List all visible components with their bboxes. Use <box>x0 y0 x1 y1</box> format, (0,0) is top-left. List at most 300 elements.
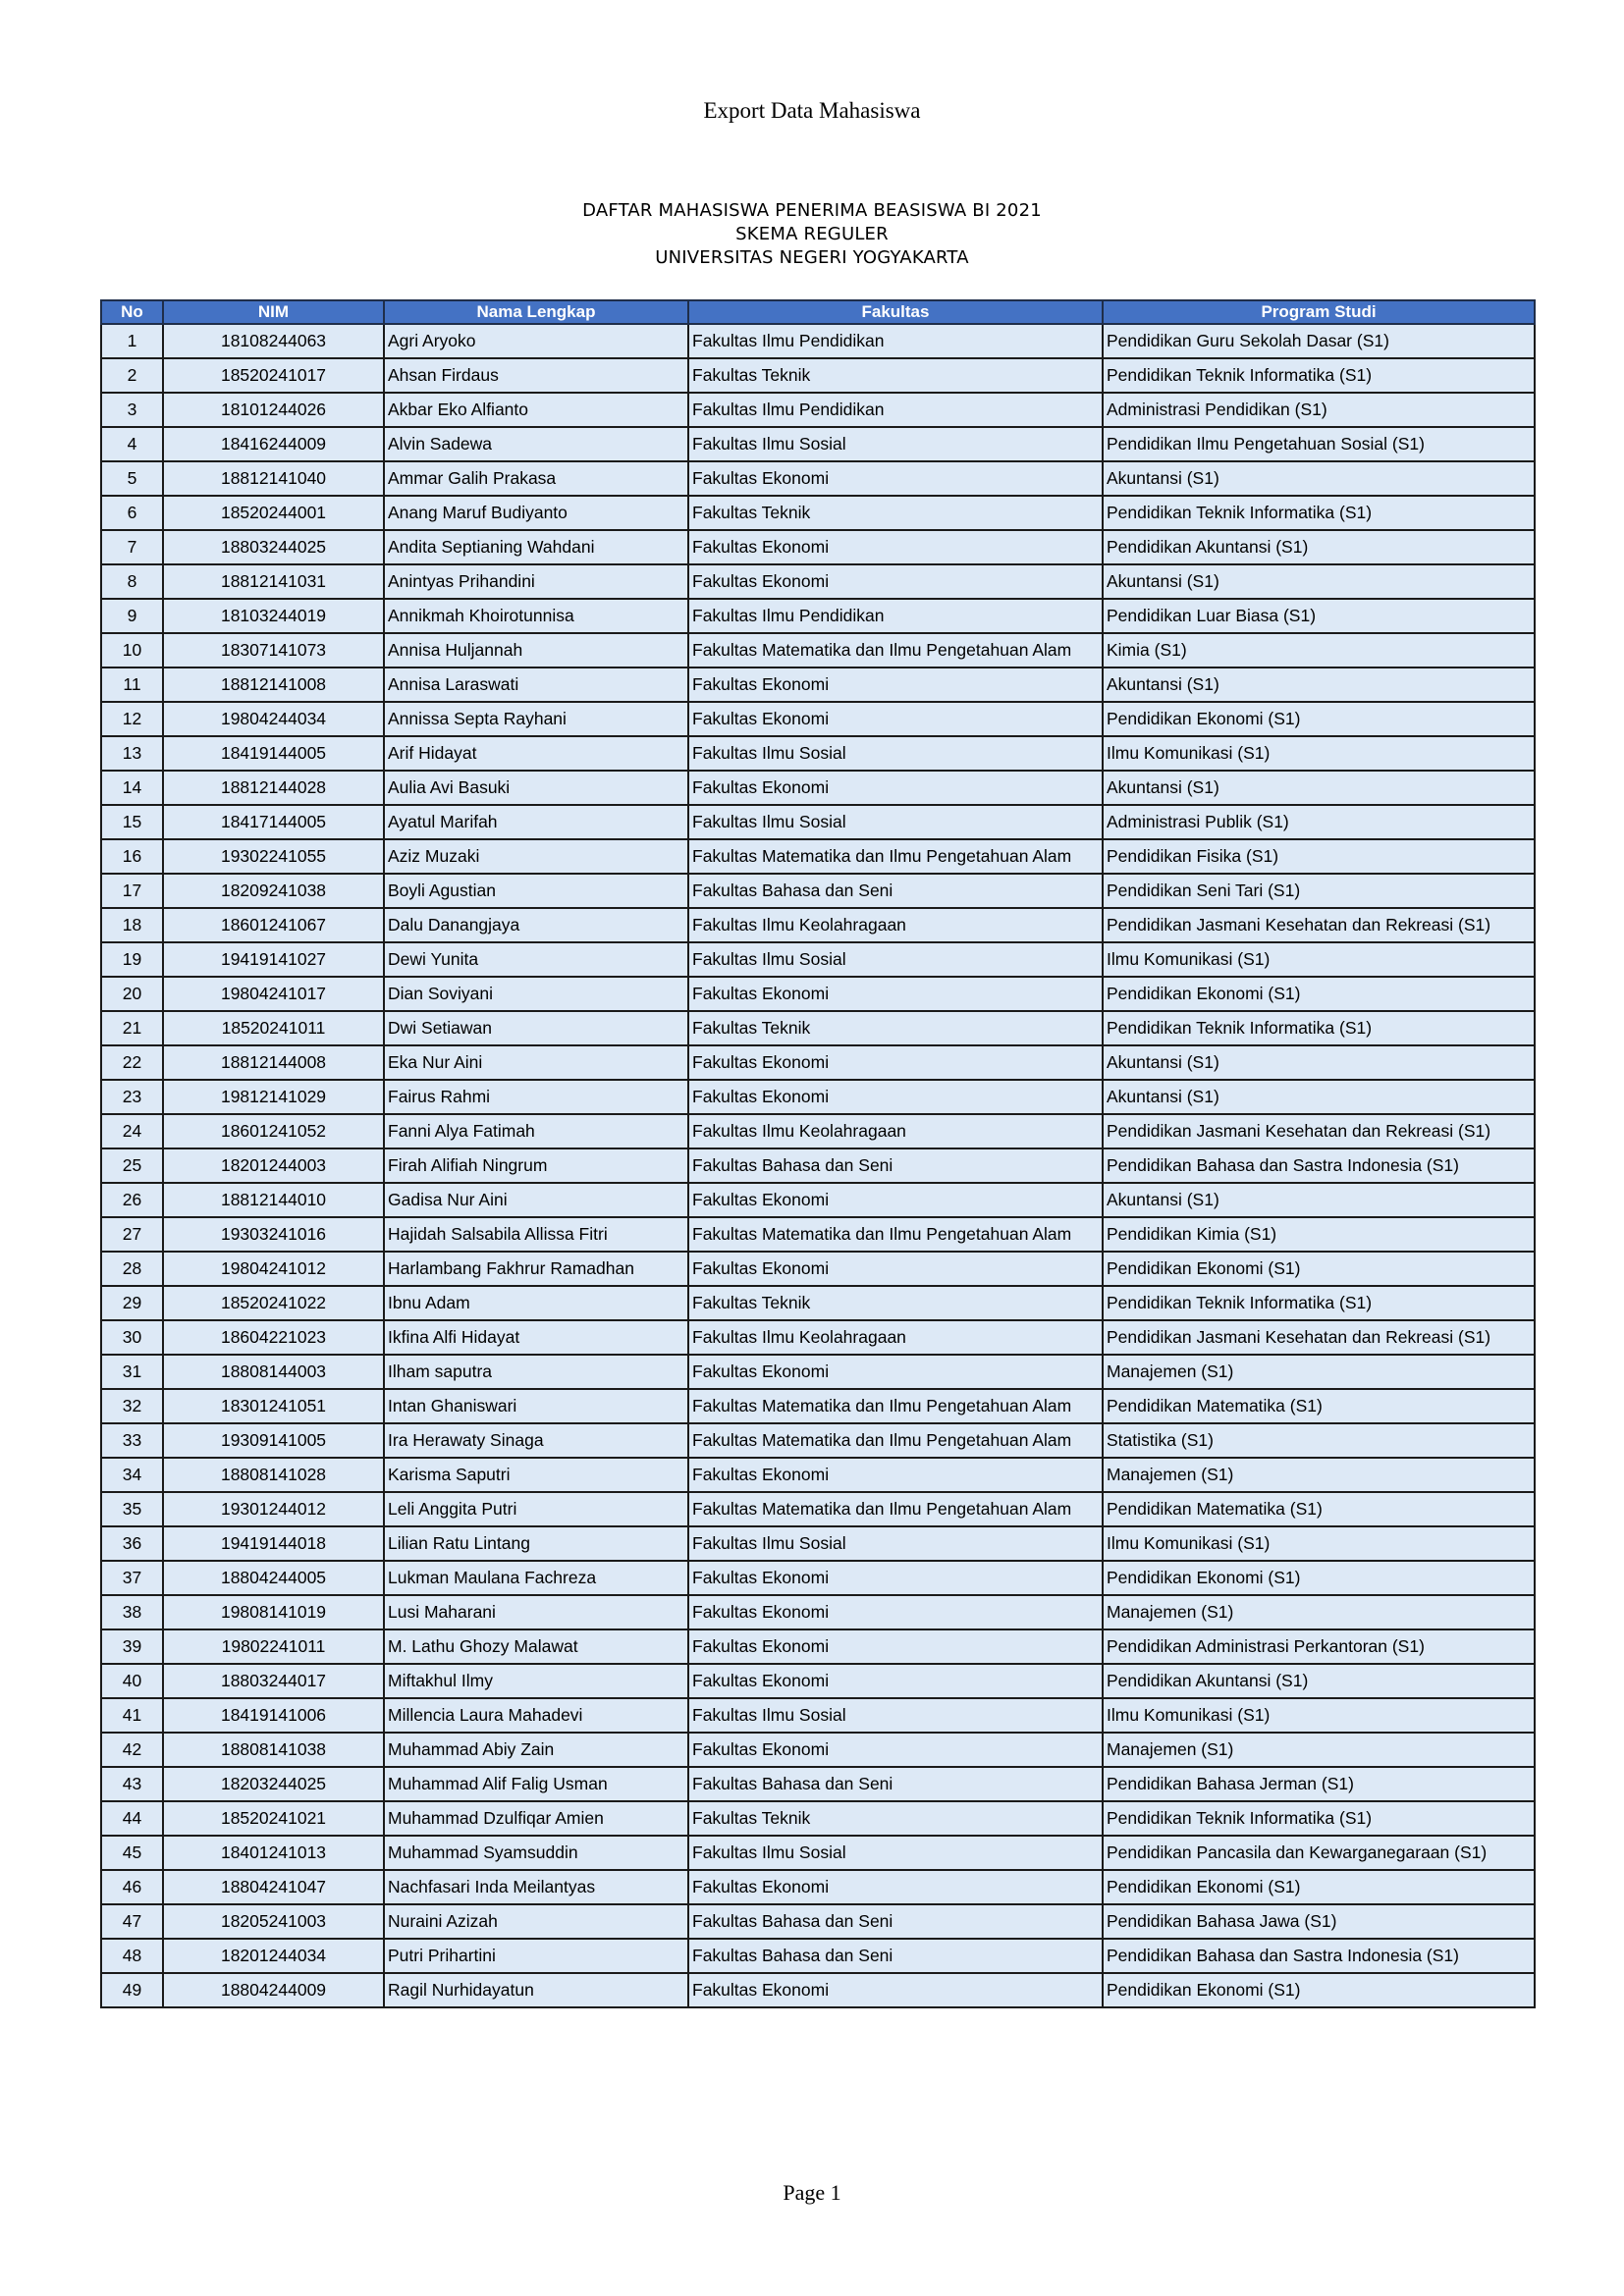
cell-program-studi: Pendidikan Ilmu Pengetahuan Sosial (S1) <box>1103 427 1535 461</box>
cell-nama-lengkap: Ilham saputra <box>384 1355 688 1389</box>
table-row <box>101 1080 1535 1114</box>
cell-program-studi: Pendidikan Pancasila dan Kewarganegaraan (S1) <box>1103 1836 1535 1870</box>
cell-nim: 18108244063 <box>163 324 384 358</box>
cell-nim: 18812144008 <box>163 1045 384 1080</box>
table-row <box>101 1492 1535 1526</box>
table-row <box>101 530 1535 564</box>
table-row <box>101 667 1535 702</box>
cell-no: 40 <box>101 1664 163 1698</box>
cell-no: 32 <box>101 1389 163 1423</box>
table-row <box>101 1561 1535 1595</box>
cell-no: 42 <box>101 1733 163 1767</box>
cell-no: 19 <box>101 942 163 977</box>
table-row <box>101 908 1535 942</box>
cell-fakultas: Fakultas Ekonomi <box>688 1664 1103 1698</box>
cell-no: 29 <box>101 1286 163 1320</box>
cell-nim: 18604221023 <box>163 1320 384 1355</box>
cell-fakultas: Fakultas Ekonomi <box>688 1045 1103 1080</box>
cell-program-studi: Pendidikan Bahasa dan Sastra Indonesia (S1) <box>1103 1148 1535 1183</box>
cell-program-studi: Manajemen (S1) <box>1103 1733 1535 1767</box>
cell-program-studi: Pendidikan Jasmani Kesehatan dan Rekreasi (S1) <box>1103 1320 1535 1355</box>
cell-nim: 19804244034 <box>163 702 384 736</box>
cell-no: 33 <box>101 1423 163 1458</box>
cell-nama-lengkap: Harlambang Fakhrur Ramadhan <box>384 1252 688 1286</box>
cell-fakultas: Fakultas Ekonomi <box>688 1183 1103 1217</box>
cell-fakultas: Fakultas Matematika dan Ilmu Pengetahuan Alam <box>688 1492 1103 1526</box>
running-header: Export Data Mahasiswa <box>703 98 921 123</box>
cell-no: 13 <box>101 736 163 771</box>
cell-fakultas: Fakultas Ilmu Sosial <box>688 1526 1103 1561</box>
cell-no: 11 <box>101 667 163 702</box>
cell-no: 47 <box>101 1904 163 1939</box>
cell-program-studi: Administrasi Publik (S1) <box>1103 805 1535 839</box>
cell-nama-lengkap: Karisma Saputri <box>384 1458 688 1492</box>
cell-fakultas: Fakultas Bahasa dan Seni <box>688 1939 1103 1973</box>
cell-nim: 18520241017 <box>163 358 384 393</box>
cell-nama-lengkap: Aziz Muzaki <box>384 839 688 874</box>
cell-nim: 18804244009 <box>163 1973 384 2007</box>
cell-nama-lengkap: Ayatul Marifah <box>384 805 688 839</box>
cell-nama-lengkap: Dian Soviyani <box>384 977 688 1011</box>
table-row <box>101 1389 1535 1423</box>
table-row <box>101 1904 1535 1939</box>
cell-nim: 18812144010 <box>163 1183 384 1217</box>
cell-nama-lengkap: Annissa Septa Rayhani <box>384 702 688 736</box>
cell-fakultas: Fakultas Ekonomi <box>688 564 1103 599</box>
cell-program-studi: Pendidikan Teknik Informatika (S1) <box>1103 358 1535 393</box>
cell-nim: 18601241067 <box>163 908 384 942</box>
table-row <box>101 1664 1535 1698</box>
cell-nim: 18520244001 <box>163 496 384 530</box>
cell-program-studi: Manajemen (S1) <box>1103 1595 1535 1629</box>
cell-nim: 18417144005 <box>163 805 384 839</box>
cell-fakultas: Fakultas Matematika dan Ilmu Pengetahuan Alam <box>688 1389 1103 1423</box>
cell-nama-lengkap: Anintyas Prihandini <box>384 564 688 599</box>
cell-no: 5 <box>101 461 163 496</box>
cell-no: 7 <box>101 530 163 564</box>
cell-program-studi: Pendidikan Ekonomi (S1) <box>1103 1561 1535 1595</box>
cell-program-studi: Pendidikan Kimia (S1) <box>1103 1217 1535 1252</box>
cell-no: 34 <box>101 1458 163 1492</box>
cell-nim: 19302241055 <box>163 839 384 874</box>
cell-nim: 18804241047 <box>163 1870 384 1904</box>
cell-nama-lengkap: Aulia Avi Basuki <box>384 771 688 805</box>
cell-no: 25 <box>101 1148 163 1183</box>
cell-fakultas: Fakultas Ilmu Sosial <box>688 736 1103 771</box>
cell-program-studi: Pendidikan Teknik Informatika (S1) <box>1103 1011 1535 1045</box>
table-row <box>101 1320 1535 1355</box>
column-header-nim: NIM <box>163 300 384 324</box>
table-row <box>101 977 1535 1011</box>
cell-nama-lengkap: Lukman Maulana Fachreza <box>384 1561 688 1595</box>
cell-program-studi: Manajemen (S1) <box>1103 1458 1535 1492</box>
cell-program-studi: Pendidikan Teknik Informatika (S1) <box>1103 1801 1535 1836</box>
cell-program-studi: Akuntansi (S1) <box>1103 564 1535 599</box>
cell-nama-lengkap: Fairus Rahmi <box>384 1080 688 1114</box>
cell-fakultas: Fakultas Ilmu Sosial <box>688 1836 1103 1870</box>
cell-nim: 18201244034 <box>163 1939 384 1973</box>
table-body <box>101 324 1535 2007</box>
cell-no: 37 <box>101 1561 163 1595</box>
document-subtitle-university: UNIVERSITAS NEGERI YOGYAKARTA <box>655 247 969 268</box>
cell-no: 15 <box>101 805 163 839</box>
table-row <box>101 942 1535 977</box>
cell-program-studi: Pendidikan Jasmani Kesehatan dan Rekreasi (S1) <box>1103 908 1535 942</box>
cell-nama-lengkap: Anang Maruf Budiyanto <box>384 496 688 530</box>
cell-nama-lengkap: Ammar Galih Prakasa <box>384 461 688 496</box>
cell-program-studi: Pendidikan Teknik Informatika (S1) <box>1103 1286 1535 1320</box>
cell-fakultas: Fakultas Bahasa dan Seni <box>688 1904 1103 1939</box>
cell-program-studi: Pendidikan Ekonomi (S1) <box>1103 1973 1535 2007</box>
column-header-fakultas: Fakultas <box>688 300 1103 324</box>
cell-no: 6 <box>101 496 163 530</box>
cell-no: 43 <box>101 1767 163 1801</box>
cell-program-studi: Pendidikan Ekonomi (S1) <box>1103 1252 1535 1286</box>
cell-nama-lengkap: Muhammad Abiy Zain <box>384 1733 688 1767</box>
table-row <box>101 1045 1535 1080</box>
cell-no: 28 <box>101 1252 163 1286</box>
table-row <box>101 805 1535 839</box>
cell-program-studi: Pendidikan Teknik Informatika (S1) <box>1103 496 1535 530</box>
cell-nama-lengkap: Dalu Danangjaya <box>384 908 688 942</box>
cell-fakultas: Fakultas Ilmu Keolahragaan <box>688 908 1103 942</box>
cell-nim: 18812141031 <box>163 564 384 599</box>
cell-program-studi: Akuntansi (S1) <box>1103 667 1535 702</box>
cell-nim: 19812141029 <box>163 1080 384 1114</box>
cell-fakultas: Fakultas Teknik <box>688 1286 1103 1320</box>
table-row <box>101 1252 1535 1286</box>
cell-program-studi: Ilmu Komunikasi (S1) <box>1103 736 1535 771</box>
cell-nim: 19301244012 <box>163 1492 384 1526</box>
cell-nim: 19419144018 <box>163 1526 384 1561</box>
cell-nama-lengkap: Lilian Ratu Lintang <box>384 1526 688 1561</box>
cell-nim: 18520241021 <box>163 1801 384 1836</box>
cell-no: 12 <box>101 702 163 736</box>
cell-no: 14 <box>101 771 163 805</box>
cell-nama-lengkap: Annikmah Khoirotunnisa <box>384 599 688 633</box>
cell-nim: 19804241017 <box>163 977 384 1011</box>
cell-program-studi: Pendidikan Bahasa Jerman (S1) <box>1103 1767 1535 1801</box>
cell-fakultas: Fakultas Ekonomi <box>688 1080 1103 1114</box>
cell-program-studi: Pendidikan Akuntansi (S1) <box>1103 1664 1535 1698</box>
cell-no: 24 <box>101 1114 163 1148</box>
cell-fakultas: Fakultas Bahasa dan Seni <box>688 1767 1103 1801</box>
table-row <box>101 771 1535 805</box>
cell-nim: 18520241022 <box>163 1286 384 1320</box>
cell-program-studi: Pendidikan Fisika (S1) <box>1103 839 1535 874</box>
cell-nim: 18401241013 <box>163 1836 384 1870</box>
cell-program-studi: Administrasi Pendidikan (S1) <box>1103 393 1535 427</box>
cell-nim: 19309141005 <box>163 1423 384 1458</box>
table-row <box>101 1595 1535 1629</box>
cell-nama-lengkap: Leli Anggita Putri <box>384 1492 688 1526</box>
cell-fakultas: Fakultas Matematika dan Ilmu Pengetahuan Alam <box>688 633 1103 667</box>
column-header-no: No <box>101 300 163 324</box>
table-row <box>101 393 1535 427</box>
cell-nama-lengkap: Muhammad Alif Falig Usman <box>384 1767 688 1801</box>
cell-program-studi: Pendidikan Ekonomi (S1) <box>1103 1870 1535 1904</box>
cell-fakultas: Fakultas Ekonomi <box>688 461 1103 496</box>
cell-fakultas: Fakultas Ekonomi <box>688 1458 1103 1492</box>
cell-nim: 18205241003 <box>163 1904 384 1939</box>
cell-nim: 18416244009 <box>163 427 384 461</box>
cell-nim: 18812141040 <box>163 461 384 496</box>
cell-nama-lengkap: M. Lathu Ghozy Malawat <box>384 1629 688 1664</box>
student-table <box>100 299 1536 2008</box>
cell-nim: 19808141019 <box>163 1595 384 1629</box>
cell-nama-lengkap: Miftakhul Ilmy <box>384 1664 688 1698</box>
cell-fakultas: Fakultas Ilmu Keolahragaan <box>688 1320 1103 1355</box>
cell-nim: 19802241011 <box>163 1629 384 1664</box>
table-row <box>101 427 1535 461</box>
table-row <box>101 1698 1535 1733</box>
cell-nim: 18301241051 <box>163 1389 384 1423</box>
cell-fakultas: Fakultas Ekonomi <box>688 1629 1103 1664</box>
table-row <box>101 1355 1535 1389</box>
cell-fakultas: Fakultas Ekonomi <box>688 667 1103 702</box>
cell-nama-lengkap: Eka Nur Aini <box>384 1045 688 1080</box>
cell-no: 39 <box>101 1629 163 1664</box>
table-row <box>101 1114 1535 1148</box>
cell-nim: 18812141008 <box>163 667 384 702</box>
cell-nim: 18103244019 <box>163 599 384 633</box>
cell-nama-lengkap: Annisa Laraswati <box>384 667 688 702</box>
table-row <box>101 564 1535 599</box>
cell-nim: 19303241016 <box>163 1217 384 1252</box>
cell-program-studi: Pendidikan Administrasi Perkantoran (S1) <box>1103 1629 1535 1664</box>
cell-program-studi: Pendidikan Bahasa dan Sastra Indonesia (S1) <box>1103 1939 1535 1973</box>
cell-nim: 18808141038 <box>163 1733 384 1767</box>
cell-no: 49 <box>101 1973 163 2007</box>
table-row <box>101 461 1535 496</box>
cell-fakultas: Fakultas Teknik <box>688 1011 1103 1045</box>
cell-nim: 18203244025 <box>163 1767 384 1801</box>
cell-program-studi: Pendidikan Matematika (S1) <box>1103 1492 1535 1526</box>
cell-no: 17 <box>101 874 163 908</box>
cell-fakultas: Fakultas Teknik <box>688 1801 1103 1836</box>
table-row <box>101 1148 1535 1183</box>
cell-fakultas: Fakultas Ekonomi <box>688 1355 1103 1389</box>
cell-no: 23 <box>101 1080 163 1114</box>
cell-nim: 18804244005 <box>163 1561 384 1595</box>
cell-nama-lengkap: Gadisa Nur Aini <box>384 1183 688 1217</box>
table-row <box>101 324 1535 358</box>
cell-program-studi: Ilmu Komunikasi (S1) <box>1103 1698 1535 1733</box>
cell-fakultas: Fakultas Bahasa dan Seni <box>688 874 1103 908</box>
cell-no: 44 <box>101 1801 163 1836</box>
cell-nama-lengkap: Annisa Huljannah <box>384 633 688 667</box>
cell-no: 45 <box>101 1836 163 1870</box>
cell-nama-lengkap: Andita Septianing Wahdani <box>384 530 688 564</box>
cell-no: 4 <box>101 427 163 461</box>
cell-program-studi: Pendidikan Akuntansi (S1) <box>1103 530 1535 564</box>
cell-fakultas: Fakultas Ilmu Sosial <box>688 1698 1103 1733</box>
cell-no: 9 <box>101 599 163 633</box>
cell-nama-lengkap: Nachfasari Inda Meilantyas <box>384 1870 688 1904</box>
cell-nama-lengkap: Putri Prihartini <box>384 1939 688 1973</box>
cell-nim: 18808141028 <box>163 1458 384 1492</box>
cell-fakultas: Fakultas Ilmu Pendidikan <box>688 324 1103 358</box>
cell-program-studi: Pendidikan Guru Sekolah Dasar (S1) <box>1103 324 1535 358</box>
table-row <box>101 1733 1535 1767</box>
table-row <box>101 1629 1535 1664</box>
page-number: Page 1 <box>783 2180 841 2205</box>
cell-nim: 18419141006 <box>163 1698 384 1733</box>
cell-no: 20 <box>101 977 163 1011</box>
cell-fakultas: Fakultas Ekonomi <box>688 1561 1103 1595</box>
cell-nim: 18808144003 <box>163 1355 384 1389</box>
cell-fakultas: Fakultas Ekonomi <box>688 771 1103 805</box>
cell-no: 46 <box>101 1870 163 1904</box>
cell-nama-lengkap: Arif Hidayat <box>384 736 688 771</box>
cell-nama-lengkap: Hajidah Salsabila Allissa Fitri <box>384 1217 688 1252</box>
cell-fakultas: Fakultas Teknik <box>688 496 1103 530</box>
cell-nama-lengkap: Firah Alifiah Ningrum <box>384 1148 688 1183</box>
table-row <box>101 736 1535 771</box>
cell-no: 35 <box>101 1492 163 1526</box>
cell-no: 41 <box>101 1698 163 1733</box>
table-row <box>101 1767 1535 1801</box>
cell-fakultas: Fakultas Ilmu Sosial <box>688 942 1103 977</box>
cell-nim: 18601241052 <box>163 1114 384 1148</box>
document-title: DAFTAR MAHASISWA PENERIMA BEASISWA BI 2021 <box>582 200 1042 221</box>
cell-fakultas: Fakultas Ilmu Sosial <box>688 427 1103 461</box>
cell-nama-lengkap: Ikfina Alfi Hidayat <box>384 1320 688 1355</box>
cell-program-studi: Pendidikan Bahasa Jawa (S1) <box>1103 1904 1535 1939</box>
cell-fakultas: Fakultas Bahasa dan Seni <box>688 1148 1103 1183</box>
cell-program-studi: Akuntansi (S1) <box>1103 1080 1535 1114</box>
cell-fakultas: Fakultas Ilmu Sosial <box>688 805 1103 839</box>
cell-program-studi: Pendidikan Seni Tari (S1) <box>1103 874 1535 908</box>
table-row <box>101 599 1535 633</box>
cell-program-studi: Pendidikan Matematika (S1) <box>1103 1389 1535 1423</box>
table-row <box>101 1423 1535 1458</box>
cell-nim: 18520241011 <box>163 1011 384 1045</box>
cell-program-studi: Pendidikan Ekonomi (S1) <box>1103 977 1535 1011</box>
cell-nama-lengkap: Lusi Maharani <box>384 1595 688 1629</box>
cell-fakultas: Fakultas Ilmu Pendidikan <box>688 599 1103 633</box>
cell-nim: 18209241038 <box>163 874 384 908</box>
cell-nama-lengkap: Boyli Agustian <box>384 874 688 908</box>
cell-nim: 19804241012 <box>163 1252 384 1286</box>
cell-nama-lengkap: Ahsan Firdaus <box>384 358 688 393</box>
cell-program-studi: Akuntansi (S1) <box>1103 1183 1535 1217</box>
table-row <box>101 874 1535 908</box>
cell-nama-lengkap: Muhammad Dzulfiqar Amien <box>384 1801 688 1836</box>
cell-nim: 18803244025 <box>163 530 384 564</box>
cell-fakultas: Fakultas Ekonomi <box>688 530 1103 564</box>
cell-no: 30 <box>101 1320 163 1355</box>
cell-program-studi: Akuntansi (S1) <box>1103 771 1535 805</box>
cell-nim: 18307141073 <box>163 633 384 667</box>
cell-nim: 18101244026 <box>163 393 384 427</box>
cell-fakultas: Fakultas Ekonomi <box>688 1595 1103 1629</box>
cell-no: 26 <box>101 1183 163 1217</box>
cell-fakultas: Fakultas Ekonomi <box>688 1733 1103 1767</box>
table-row <box>101 1801 1535 1836</box>
cell-nama-lengkap: Dewi Yunita <box>384 942 688 977</box>
column-header-nama-lengkap: Nama Lengkap <box>384 300 688 324</box>
cell-program-studi: Akuntansi (S1) <box>1103 1045 1535 1080</box>
cell-nama-lengkap: Ragil Nurhidayatun <box>384 1973 688 2007</box>
cell-program-studi: Ilmu Komunikasi (S1) <box>1103 942 1535 977</box>
table-row <box>101 496 1535 530</box>
table-row <box>101 1458 1535 1492</box>
table-header <box>101 300 1535 324</box>
table-header-row <box>101 300 1535 324</box>
table-row <box>101 1939 1535 1973</box>
cell-nim: 18201244003 <box>163 1148 384 1183</box>
cell-nama-lengkap: Dwi Setiawan <box>384 1011 688 1045</box>
cell-nim: 19419141027 <box>163 942 384 977</box>
cell-fakultas: Fakultas Ekonomi <box>688 1870 1103 1904</box>
cell-no: 10 <box>101 633 163 667</box>
cell-fakultas: Fakultas Ekonomi <box>688 702 1103 736</box>
cell-no: 2 <box>101 358 163 393</box>
cell-program-studi: Statistika (S1) <box>1103 1423 1535 1458</box>
cell-no: 36 <box>101 1526 163 1561</box>
cell-nama-lengkap: Nuraini Azizah <box>384 1904 688 1939</box>
table-row <box>101 1526 1535 1561</box>
document-subtitle-scheme: SKEMA REGULER <box>735 224 889 244</box>
cell-no: 16 <box>101 839 163 874</box>
cell-fakultas: Fakultas Ekonomi <box>688 1973 1103 2007</box>
cell-program-studi: Ilmu Komunikasi (S1) <box>1103 1526 1535 1561</box>
cell-fakultas: Fakultas Ilmu Keolahragaan <box>688 1114 1103 1148</box>
cell-fakultas: Fakultas Matematika dan Ilmu Pengetahuan Alam <box>688 1423 1103 1458</box>
cell-fakultas: Fakultas Teknik <box>688 358 1103 393</box>
cell-no: 31 <box>101 1355 163 1389</box>
cell-no: 27 <box>101 1217 163 1252</box>
cell-nama-lengkap: Fanni Alya Fatimah <box>384 1114 688 1148</box>
cell-no: 38 <box>101 1595 163 1629</box>
cell-nama-lengkap: Intan Ghaniswari <box>384 1389 688 1423</box>
cell-nama-lengkap: Alvin Sadewa <box>384 427 688 461</box>
table-row <box>101 1973 1535 2007</box>
table-row <box>101 1011 1535 1045</box>
cell-program-studi: Pendidikan Ekonomi (S1) <box>1103 702 1535 736</box>
table-row <box>101 633 1535 667</box>
cell-nama-lengkap: Millencia Laura Mahadevi <box>384 1698 688 1733</box>
document-title-block <box>0 199 1624 270</box>
cell-no: 22 <box>101 1045 163 1080</box>
cell-no: 3 <box>101 393 163 427</box>
table-row <box>101 702 1535 736</box>
table-row <box>101 1286 1535 1320</box>
cell-nama-lengkap: Muhammad Syamsuddin <box>384 1836 688 1870</box>
cell-fakultas: Fakultas Ekonomi <box>688 1252 1103 1286</box>
column-header-program-studi: Program Studi <box>1103 300 1535 324</box>
table-row <box>101 1836 1535 1870</box>
table-row <box>101 839 1535 874</box>
cell-program-studi: Pendidikan Luar Biasa (S1) <box>1103 599 1535 633</box>
table-row <box>101 358 1535 393</box>
cell-nama-lengkap: Akbar Eko Alfianto <box>384 393 688 427</box>
cell-program-studi: Akuntansi (S1) <box>1103 461 1535 496</box>
cell-nim: 18803244017 <box>163 1664 384 1698</box>
table-row <box>101 1183 1535 1217</box>
cell-no: 18 <box>101 908 163 942</box>
cell-nama-lengkap: Ibnu Adam <box>384 1286 688 1320</box>
table-row <box>101 1870 1535 1904</box>
cell-no: 1 <box>101 324 163 358</box>
cell-nama-lengkap: Agri Aryoko <box>384 324 688 358</box>
cell-no: 21 <box>101 1011 163 1045</box>
cell-no: 8 <box>101 564 163 599</box>
cell-fakultas: Fakultas Matematika dan Ilmu Pengetahuan Alam <box>688 1217 1103 1252</box>
cell-nama-lengkap: Ira Herawaty Sinaga <box>384 1423 688 1458</box>
cell-nim: 18419144005 <box>163 736 384 771</box>
